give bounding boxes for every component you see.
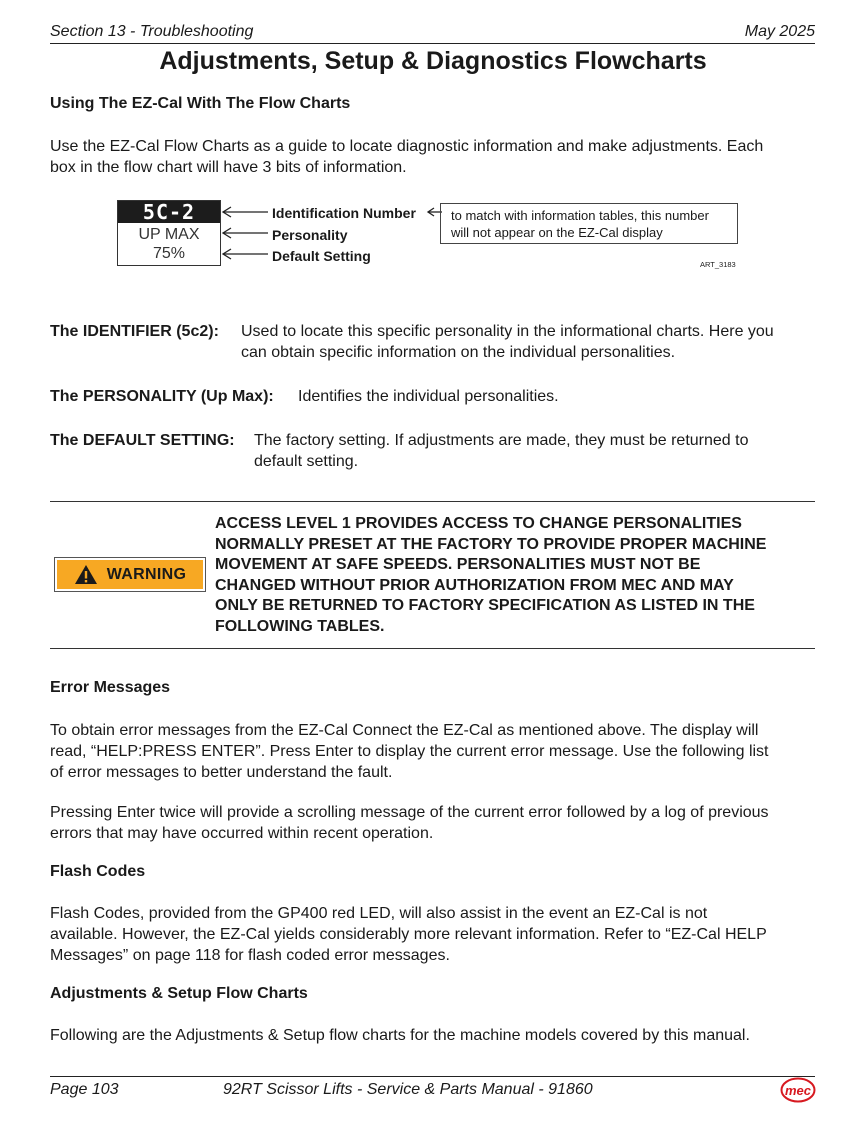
logo-text: mec	[784, 1083, 812, 1098]
label-personality: Personality	[272, 227, 348, 243]
footer-page-number: Page 103	[50, 1081, 119, 1098]
default-line1: The factory setting. If adjustments are made, they must be returned to	[254, 432, 749, 449]
errors-p2-line1: Pressing Enter twice will provide a scrolling message of the current error followed by a log of previous	[50, 804, 769, 821]
warning-top-divider	[50, 501, 815, 502]
note-line1: to match with information tables, this number	[451, 208, 709, 223]
default-text	[254, 430, 748, 472]
warning-label: WARNING	[106, 565, 187, 583]
flash-line2: available. However, the EZ-Cal yields considerably more relevant information. Refer to “EZ-Cal HELP	[50, 926, 767, 943]
warning-line2: NORMALLY PRESET AT THE FACTORY TO PROVIDE PROPER MACHINE	[215, 535, 767, 553]
using-intro-line1: Use the EZ-Cal Flow Charts as a guide to locate diagnostic information and make adjustments. Each	[50, 138, 764, 155]
flash-paragraph	[50, 903, 820, 966]
warning-line4: CHANGED WITHOUT PRIOR AUTHORIZATION FROM MEC AND MAY	[215, 576, 734, 594]
errors-paragraph-2	[50, 802, 820, 844]
note-line2: will not appear on the EZ-Cal display	[451, 225, 663, 240]
warning-triangle-icon	[74, 564, 98, 585]
flash-line3: Messages” on page 118 for flash coded error messages.	[50, 947, 450, 964]
identification-number-value: 5C-2	[118, 201, 220, 223]
diagram-note	[440, 203, 738, 244]
page-title: Adjustments, Setup & Diagnostics Flowcharts	[159, 47, 707, 75]
ez-cal-display-example	[117, 200, 221, 266]
footer-manual-title: 92RT Scissor Lifts - Service & Parts Manual - 91860	[223, 1081, 593, 1098]
warning-line3: MOVEMENT AT SAFE SPEEDS. PERSONALITIES MUST NOT BE	[215, 556, 701, 573]
errors-p1-line3: of error messages to better understand the fault.	[50, 764, 393, 781]
errors-p1-line2: read, “HELP:PRESS ENTER”. Press Enter to display the current error message. Use the following list	[50, 743, 769, 760]
adjust-line1: Following are the Adjustments & Setup flow charts for the machine models covered by this manual.	[50, 1027, 750, 1044]
flash-heading: Flash Codes	[50, 863, 146, 880]
warning-line6: FOLLOWING TABLES.	[215, 617, 385, 635]
default-setting-value: 75%	[152, 245, 186, 262]
label-identification-number: Identification Number	[272, 205, 416, 221]
header-divider	[50, 43, 815, 44]
mec-logo-icon	[780, 1077, 816, 1103]
art-reference: ART_3183	[700, 260, 736, 269]
personality-text: Identifies the individual personalities.	[298, 388, 559, 405]
header-date: May 2025	[744, 23, 815, 40]
using-intro-line2: box in the flow chart will have 3 bits of information.	[50, 159, 407, 176]
personality-value: UP MAX	[138, 226, 200, 243]
errors-p1-line1: To obtain error messages from the EZ-Cal Connect the EZ-Cal as mentioned above. The display will	[50, 722, 759, 739]
identifier-text	[241, 321, 774, 363]
errors-paragraph-1	[50, 720, 820, 783]
identifier-line1: Used to locate this specific personality in the informational charts. Here you	[241, 323, 774, 340]
personality-term: The PERSONALITY (Up Max):	[50, 388, 274, 405]
errors-p2-line2: errors that may have occurred within recent operation.	[50, 825, 434, 842]
adjust-heading: Adjustments & Setup Flow Charts	[50, 985, 308, 1002]
flash-line1: Flash Codes, provided from the GP400 red LED, will also assist in the event an EZ-Cal is not	[50, 905, 708, 922]
label-default-setting: Default Setting	[272, 248, 371, 264]
identifier-line2: can obtain specific information on the individual personalities.	[241, 344, 676, 361]
header-section: Section 13 - Troubleshooting	[50, 23, 254, 40]
default-line2: default setting.	[254, 453, 359, 470]
warning-badge	[54, 557, 206, 592]
warning-message	[215, 514, 815, 637]
warning-line5: ONLY BE RETURNED TO FACTORY SPECIFICATION AS LISTED IN THE	[215, 597, 755, 614]
definition-identifier	[50, 321, 820, 363]
definition-personality	[50, 386, 820, 407]
warning-line1: ACCESS LEVEL 1 PROVIDES ACCESS TO CHANGE PERSONALITIES	[215, 515, 742, 532]
using-intro	[50, 136, 820, 178]
default-term: The DEFAULT SETTING:	[50, 432, 235, 449]
errors-heading: Error Messages	[50, 679, 171, 696]
warning-bottom-divider	[50, 648, 815, 649]
footer-divider	[50, 1076, 815, 1077]
using-heading: Using The EZ-Cal With The Flow Charts	[50, 95, 351, 112]
identifier-term: The IDENTIFIER (5c2):	[50, 323, 219, 340]
definition-default	[50, 430, 820, 472]
adjust-paragraph	[50, 1025, 820, 1046]
